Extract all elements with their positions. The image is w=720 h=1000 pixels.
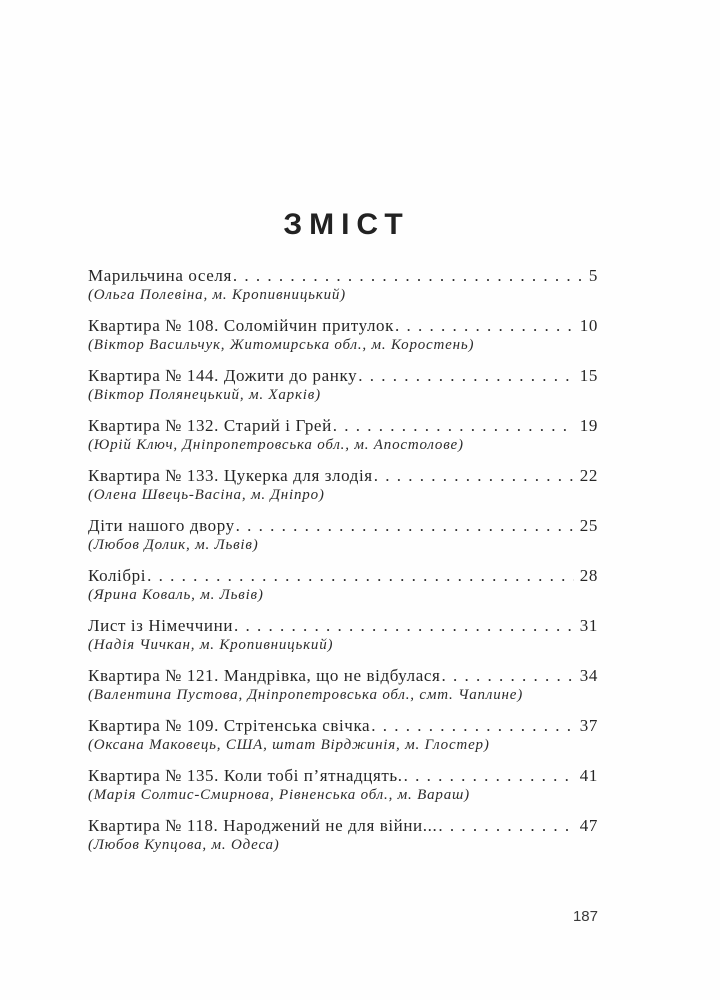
toc-entry-title-line: [88, 265, 598, 286]
toc-entry-title: Колібрі: [88, 566, 147, 585]
toc-entry-page: 5: [588, 266, 598, 285]
toc-entry: [88, 415, 598, 454]
toc-entry-author: (Надія Чичкан, м. Кропивницький): [88, 637, 334, 653]
toc-entry: [88, 565, 598, 604]
toc-entry-title: Лист із Німеччини: [88, 616, 234, 635]
toc-entry: [88, 465, 598, 504]
toc-entry-page: 47: [579, 816, 598, 835]
toc-entry: [88, 665, 598, 704]
toc-entry-title: Квартира № 109. Стрітенська свічка: [88, 716, 371, 735]
toc-entry-title: Квартира № 144. Дожити до ранку: [88, 366, 358, 385]
toc-content: [88, 209, 598, 865]
dot-leader: [147, 565, 574, 586]
dot-leader: [233, 265, 583, 286]
dot-leader: [371, 715, 574, 736]
toc-entry-title-line: [88, 815, 598, 836]
toc-entry-author: (Юрій Ключ, Дніпропетровська обл., м. Апостолове): [88, 437, 464, 453]
toc-entry-author: (Ярина Коваль, м. Львів): [88, 587, 264, 603]
dot-leader: [236, 515, 574, 536]
toc-entry-author: (Любов Купцова, м. Одеса): [88, 837, 280, 853]
toc-entry-title: Квартира № 133. Цукерка для злодія: [88, 466, 373, 485]
toc-entry-title: Квартира № 108. Соломійчин притулок: [88, 316, 394, 335]
toc-entry-author: (Оксана Маковець, США, штат Вірджинія, м. Глостер): [88, 737, 490, 753]
dot-leader: [358, 365, 574, 386]
toc-entry-title: Квартира № 132. Старий і Грей: [88, 416, 332, 435]
toc-entry: [88, 365, 598, 404]
toc-entry-title: Квартира № 121. Мандрівка, що не відбулася: [88, 666, 441, 685]
toc-entry-title-line: [88, 615, 598, 636]
toc-entry: [88, 765, 598, 804]
dot-leader: [333, 415, 574, 436]
dot-leader: [438, 815, 573, 836]
toc-entry-title: Квартира № 118. Народжений не для війни...: [88, 816, 438, 835]
toc-entry: [88, 815, 598, 854]
toc-entry-author: (Любов Долик, м. Львів): [88, 537, 259, 553]
toc-entry-title-line: [88, 415, 598, 436]
dot-leader: [374, 465, 574, 486]
toc-entry-title: Діти нашого двору: [88, 516, 235, 535]
dot-leader: [234, 615, 574, 636]
dot-leader: [395, 315, 574, 336]
toc-entry-page: 37: [579, 716, 598, 735]
page-number: 187: [572, 908, 598, 925]
toc-entry-title: Квартира № 135. Коли тобі п’ятнадцять.: [88, 766, 403, 785]
toc-entry-page: 22: [579, 466, 598, 485]
dot-leader: [441, 665, 573, 686]
toc-entry: [88, 515, 598, 554]
toc-entry: [88, 315, 598, 354]
toc-entry-page: 25: [579, 516, 598, 535]
toc-entry-title-line: [88, 565, 598, 586]
toc-entry-page: 19: [579, 416, 598, 435]
toc-entry-author: (Ольга Полевіна, м. Кропивницький): [88, 287, 346, 303]
toc-entry-page: 10: [579, 316, 598, 335]
toc-entry-page: 15: [579, 366, 598, 385]
toc-entry-title-line: [88, 315, 598, 336]
toc-entry-page: 31: [579, 616, 598, 635]
toc-entry: [88, 265, 598, 304]
toc-entry-author: (Віктор Васильчук, Житомирська обл., м. Коростень): [88, 337, 475, 353]
toc-entry-title-line: [88, 365, 598, 386]
toc-heading: ЗМІСТ: [283, 208, 410, 241]
toc-entry-title-line: [88, 665, 598, 686]
toc-entry-author: (Валентина Пустова, Дніпропетровська обл., смт. Чаплине): [88, 687, 523, 703]
toc-entry-title-line: [88, 515, 598, 536]
toc-entry-author: (Віктор Полянецький, м. Харків): [88, 387, 321, 403]
toc-entry-author: (Олена Швець-Васіна, м. Дніпро): [88, 487, 325, 503]
toc-entry: [88, 715, 598, 754]
toc-entry-page: 41: [579, 766, 598, 785]
toc-entry-author: (Марія Солтис-Смирнова, Рівненська обл., м. Вараш): [88, 787, 470, 803]
toc-entry-title-line: [88, 465, 598, 486]
toc-entry-title-line: [88, 765, 598, 786]
toc-entry-page: 28: [579, 566, 598, 585]
toc-entry-page: 34: [579, 666, 598, 685]
toc-entry: [88, 615, 598, 654]
toc-entry-title-line: [88, 715, 598, 736]
toc-list: [88, 265, 598, 854]
dot-leader: [404, 765, 574, 786]
toc-entry-title: Марильчина оселя: [88, 266, 232, 285]
